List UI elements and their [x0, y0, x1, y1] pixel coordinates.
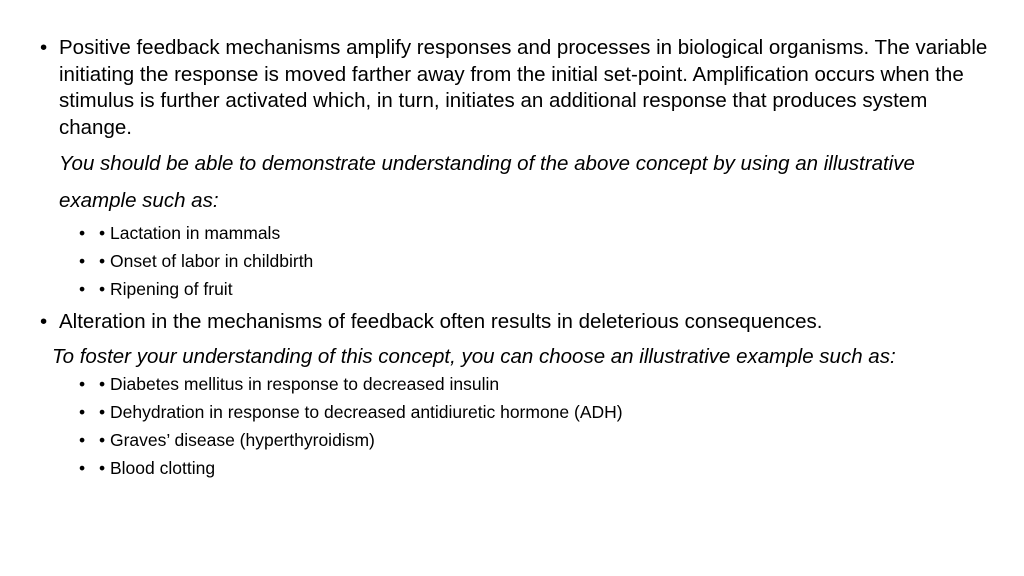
list-item: • • Ripening of fruit	[79, 275, 994, 303]
list-item: • • Onset of labor in childbirth	[79, 247, 994, 275]
bullet-feedback-alteration: • Alteration in the mechanisms of feedback often results in deleterious consequences.	[40, 309, 994, 336]
list-item: • • Blood clotting	[79, 454, 994, 482]
list-item: • • Diabetes mellitus in response to decreased insulin	[79, 370, 994, 398]
bullet-positive-feedback: • Positive feedback mechanisms amplify responses and processes in biological organisms. The variable initiating the response is moved farther away from the initial set-point. Amplification occurs when the stimulus is further activated which, in turn, initiates an additional response that produces system change.	[40, 35, 994, 141]
list-item: • • Dehydration in response to decreased antidiuretic hormone (ADH)	[79, 398, 994, 426]
example-list-2	[40, 370, 994, 482]
example-prompt-2: To foster your understanding of this concept, you can choose an illustrative example such as:	[52, 344, 896, 368]
example-prompt-1: You should be able to demonstrate understanding of the above concept by using an illustrative example such as:	[59, 152, 915, 212]
list-item: • • Lactation in mammals	[79, 219, 994, 247]
list-item: • • Graves’ disease (hyperthyroidism)	[79, 426, 994, 454]
example-list-1	[40, 219, 994, 303]
